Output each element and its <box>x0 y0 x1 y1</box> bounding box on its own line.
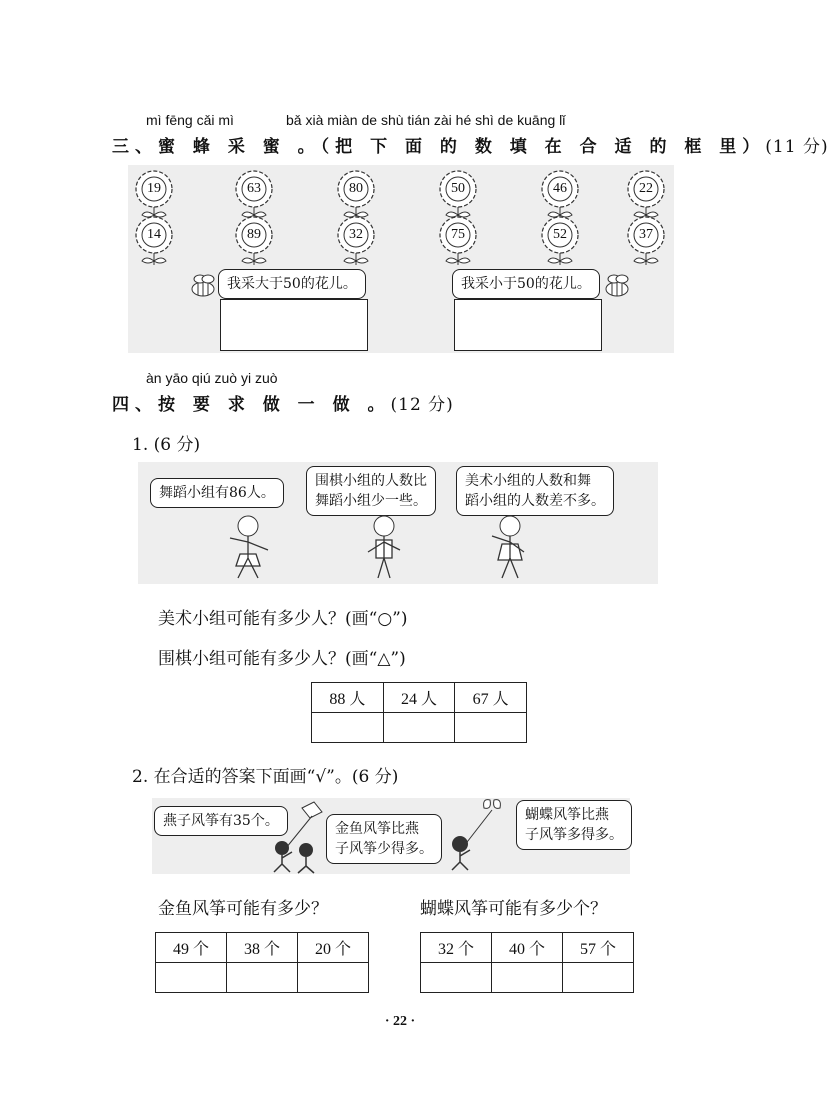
answer-cell[interactable] <box>492 963 563 993</box>
flower-number: 22 <box>639 181 653 196</box>
speech-bubble-greater: 我采大于50的花儿。 <box>218 269 366 299</box>
section3-heading-text: 三、蜜 蜂 采 蜜 。（把 下 面 的 数 填 在 合 适 的 框 里） <box>112 137 766 157</box>
speech-bubble-less: 我采小于50的花儿。 <box>452 269 600 299</box>
speech-bubble-art-line2: 蹈小组的人数差不多。 <box>465 493 605 509</box>
speech-bubble-goldfish-kite <box>326 814 442 864</box>
section4-heading <box>112 390 454 415</box>
option-cell: 20 个 <box>298 933 369 963</box>
option-cell: 24 人 <box>383 683 455 713</box>
answer-box-greater[interactable] <box>220 299 368 351</box>
q2-label: 2. 在合适的答案下面画“√”。(6 分) <box>132 767 399 787</box>
q2-figure <box>152 798 630 874</box>
q2-options-table-goldfish <box>155 932 369 993</box>
flower-number: 63 <box>247 181 261 196</box>
speech-bubble-go <box>306 466 436 516</box>
speech-bubble-dance: 舞蹈小组有86人。 <box>150 478 284 508</box>
option-cell: 88 人 <box>312 683 384 713</box>
boy-go-player-icon <box>354 514 414 582</box>
q2-options-table-butterfly <box>420 932 634 993</box>
option-cell: 32 个 <box>421 933 492 963</box>
flower-number: 37 <box>639 227 653 242</box>
flower <box>438 215 478 271</box>
flower-number: 80 <box>349 181 363 196</box>
flower <box>234 215 274 271</box>
flower-number: 32 <box>349 227 363 242</box>
speech-bubble-butterfly-line2: 子风筝多得多。 <box>525 827 623 843</box>
answer-cell[interactable] <box>156 963 227 993</box>
option-cell: 57 个 <box>563 933 634 963</box>
kid-with-butterfly-kite-icon <box>440 798 516 874</box>
option-cell: 49 个 <box>156 933 227 963</box>
flower <box>336 215 376 271</box>
section3-pinyin-instruction: bǎ xià miàn de shù tián zài hé shì de kuāng lǐ <box>286 112 566 128</box>
q1-options-table <box>311 682 527 743</box>
q1-prompt-go: 围棋小组可能有多少人？(画“△”) <box>158 649 406 669</box>
option-cell: 67 人 <box>455 683 527 713</box>
speech-bubble-goldfish-line1: 金鱼风筝比燕 <box>335 821 419 837</box>
speech-bubble-swallow-kite: 燕子风筝有35个。 <box>154 806 288 836</box>
girl-dancer-icon <box>218 514 288 582</box>
speech-bubble-go-line1: 围棋小组的人数比 <box>315 473 427 489</box>
section3-heading <box>112 132 829 157</box>
answer-cell[interactable] <box>455 713 527 743</box>
section3-figure <box>128 165 674 353</box>
flower <box>626 215 666 271</box>
answer-cell[interactable] <box>383 713 455 743</box>
speech-bubble-butterfly-line1: 蝴蝶风筝比燕 <box>525 807 609 823</box>
girl-artist-icon <box>480 514 540 582</box>
flower <box>540 215 580 271</box>
answer-cell[interactable] <box>298 963 369 993</box>
section4-score: (12 分) <box>390 395 454 415</box>
q1-label: 1. (6 分) <box>132 435 201 455</box>
speech-bubble-art <box>456 466 614 516</box>
section3-pinyin-title: mì fēng cǎi mì <box>146 112 234 128</box>
speech-bubble-goldfish-line2: 子风筝少得多。 <box>335 841 433 857</box>
flower-number: 46 <box>553 181 567 196</box>
q2-prompt-butterfly: 蝴蝶风筝可能有多少个？ <box>420 899 607 919</box>
q1-prompt-art: 美术小组可能有多少人？(画“○”) <box>158 609 408 629</box>
speech-bubble-art-line1: 美术小组的人数和舞 <box>465 473 591 489</box>
flower <box>134 215 174 271</box>
flower-number: 75 <box>451 227 465 242</box>
flower-number: 14 <box>147 227 161 242</box>
speech-bubble-go-line2: 舞蹈小组少一些。 <box>315 493 427 509</box>
q2-prompt-goldfish: 金鱼风筝可能有多少？ <box>158 899 328 919</box>
bee-icon <box>600 273 634 301</box>
answer-cell[interactable] <box>227 963 298 993</box>
answer-cell[interactable] <box>421 963 492 993</box>
flower-number: 50 <box>451 181 465 196</box>
page-number: · 22 · <box>384 1014 416 1029</box>
flower-number: 52 <box>553 227 567 242</box>
answer-box-less[interactable] <box>454 299 602 351</box>
flower-number: 89 <box>247 227 261 242</box>
answer-cell[interactable] <box>563 963 634 993</box>
bee-icon <box>186 273 220 301</box>
option-cell: 40 个 <box>492 933 563 963</box>
section4-heading-text: 四、按 要 求 做 一 做 。 <box>112 395 391 415</box>
section4-pinyin: àn yāo qiú zuò yi zuò <box>146 370 278 386</box>
kids-with-kites-icon <box>262 802 332 874</box>
section3-score: (11 分) <box>765 137 829 157</box>
speech-bubble-butterfly-kite <box>516 800 632 850</box>
option-cell: 38 个 <box>227 933 298 963</box>
answer-cell[interactable] <box>312 713 384 743</box>
q1-figure <box>138 462 658 584</box>
flower-number: 19 <box>147 181 161 196</box>
